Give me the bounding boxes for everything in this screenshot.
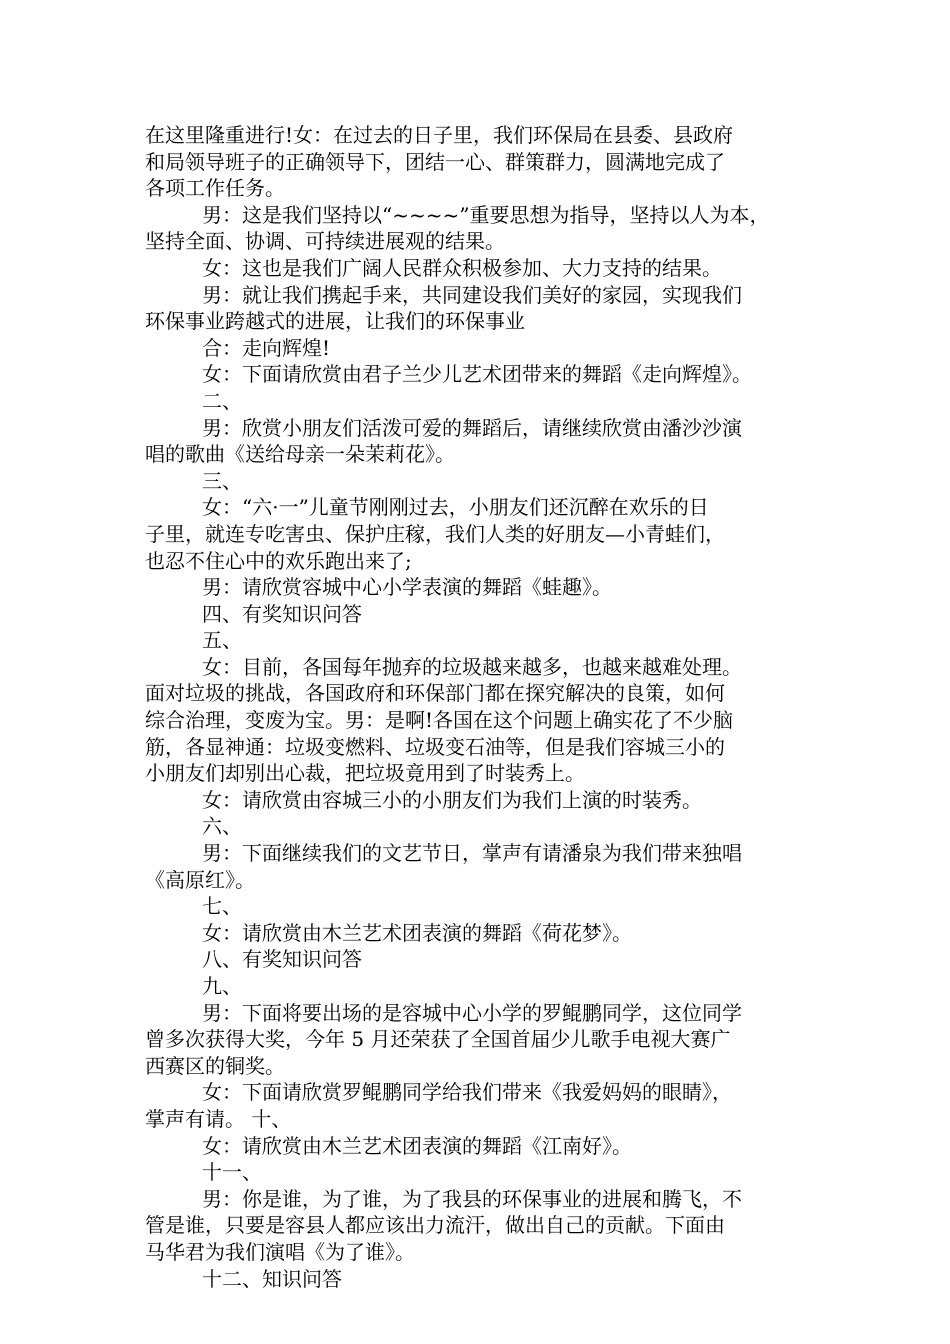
text-line: 男：请欣赏容城中心小学表演的舞蹈《蛙趣》。 (202, 575, 612, 600)
text-line: 在这里隆重进行!女：在过去的日子里，我们环保局在县委、县政府 (145, 123, 734, 147)
text-line: 面对垃圾的挑战，各国政府和环保部门都在探究解决的良策，如何 (145, 681, 725, 706)
text-line: 女：下面请欣赏罗鲲鹏同学给我们带来《我爱妈妈的眼睛》， (202, 1080, 732, 1105)
text-line: 《高原红》。 (145, 867, 255, 892)
text-line: 女：下面请欣赏由君子兰少儿艺术团带来的舞蹈《走向辉煌》。 (202, 362, 752, 387)
text-line: 坚持全面、协调、可持续进展观的结果。 (145, 229, 505, 254)
text-line: 子里，就连专吃害虫、保护庄稼，我们人类的好朋友—小青蛙们， (145, 521, 725, 546)
text-line: 六、 (202, 814, 242, 839)
text-line: 九、 (202, 974, 242, 998)
text-line: 七、 (202, 894, 242, 919)
text-line: 男：下面将要出场的是容城中心小学的罗鲲鹏同学，这位同学 (202, 1000, 742, 1025)
text-line: 男：下面继续我们的文艺节日，掌声有请潘泉为我们带来独唱 (202, 841, 742, 866)
text-line: 四、有奖知识问答 (202, 601, 362, 626)
text-line: 男：欣赏小朋友们活泼可爱的舞蹈后，请继续欣赏由潘沙沙演 (202, 415, 742, 440)
text-line: 西赛区的铜奖。 (145, 1053, 285, 1078)
text-line: 综合治理，变废为宝。男：是啊!各国在这个问题上确实花了不少脑 (145, 708, 734, 733)
text-line: 女：请欣赏由木兰艺术团表演的舞蹈《江南好》。 (202, 1133, 632, 1158)
text-line: 各项工作任务。 (145, 176, 285, 201)
text-line: 掌声有请。 十、 (145, 1106, 292, 1131)
text-line: 男：就让我们携起手来，共同建设我们美好的家园，实现我们 (202, 282, 742, 307)
text-line: 男：这是我们坚持以“~~~~”重要思想为指导，坚持以人为本， (202, 202, 770, 227)
text-line: 筋，各显神通：垃圾变燃料、垃圾变石油等，但是我们容城三小的 (145, 734, 725, 759)
text-line: 管是谁，只要是容县人都应该出力流汗，做出自己的贡献。下面由 (145, 1213, 725, 1238)
text-line: 女：请欣赏由木兰艺术团表演的舞蹈《荷花梦》。 (202, 920, 632, 945)
text-line: 唱的歌曲《送给母亲一朵茉莉花》。 (145, 442, 455, 467)
text-line: 男：你是谁，为了谁，为了我县的环保事业的进展和腾飞，不 (202, 1186, 742, 1211)
text-line: 小朋友们却别出心裁，把垃圾竟用到了时装秀上。 (145, 761, 585, 786)
text-line: 女：这也是我们广阔人民群众积极参加、大力支持的结果。 (202, 255, 722, 280)
text-line: 环保事业跨越式的进展，让我们的环保事业 (145, 309, 525, 334)
text-line: 女：请欣赏由容城三小的小朋友们为我们上演的时装秀。 (202, 787, 702, 812)
text-line: 也忍不住心中的欢乐跑出来了; (145, 548, 412, 573)
document-body (145, 122, 825, 1292)
text-line: 八、有奖知识问答 (202, 947, 362, 972)
text-line: 和局领导班子的正确领导下，团结一心、群策群力，圆满地完成了 (145, 149, 725, 174)
text-line: 二、 (202, 388, 242, 413)
text-line: 合：走向辉煌! (202, 335, 331, 360)
text-line: 五、 (202, 628, 242, 653)
text-line: 女：“六·一”儿童节刚刚过去，小朋友们还沉醉在欢乐的日 (202, 495, 709, 520)
text-line: 十一、 (202, 1160, 262, 1185)
text-line: 女：目前，各国每年抛弃的垃圾越来越多，也越来越难处理。 (202, 654, 742, 679)
text-line: 曾多次获得大奖，今年 5 月还荣获了全国首届少儿歌手电视大赛广 (145, 1027, 731, 1052)
text-line: 十二、知识问答 (202, 1266, 342, 1291)
text-line: 三、 (202, 468, 242, 493)
text-line: 马华君为我们演唱《为了谁》。 (145, 1239, 415, 1264)
